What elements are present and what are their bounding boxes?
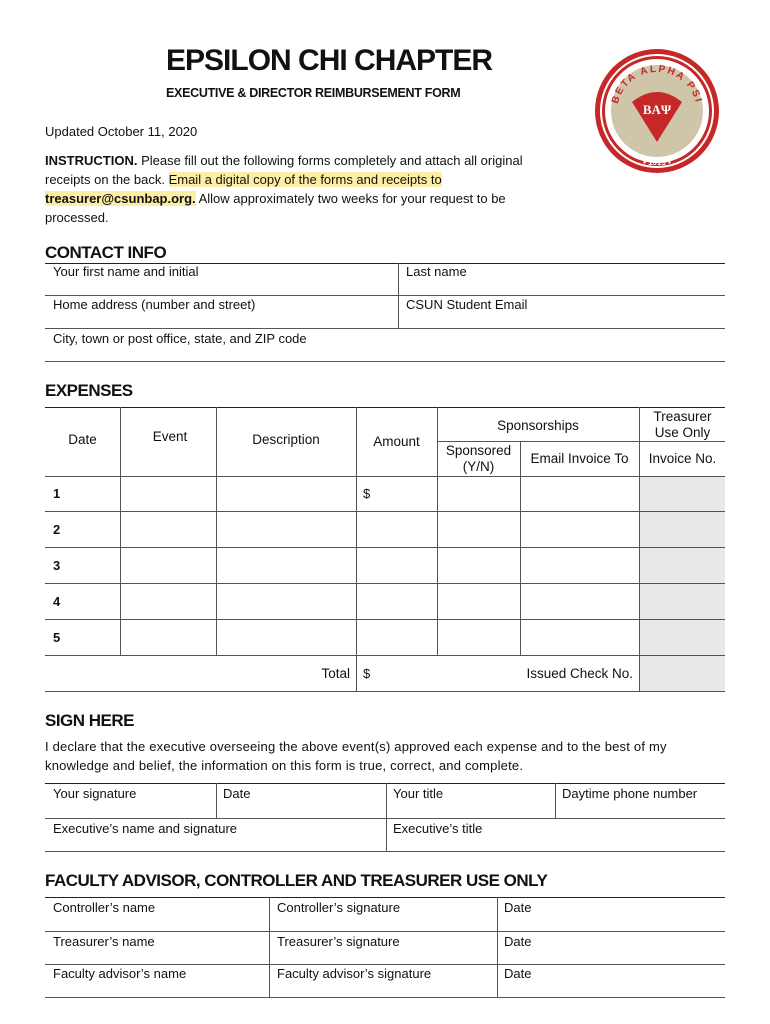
sign-top-line	[45, 783, 725, 784]
col-email-invoice: Email Invoice To	[530, 451, 629, 466]
seal-year: • 1919 •	[643, 158, 671, 167]
issued-check-label: Issued Check No.	[526, 666, 633, 681]
seal-ring-text: BETA ALPHA PSI	[609, 63, 705, 105]
controller-date-field[interactable]: Date	[504, 900, 532, 915]
faculty-col-line	[269, 897, 270, 997]
advisor-name-field[interactable]: Faculty advisor’s name	[53, 966, 187, 981]
sign-heading: SIGN HERE	[45, 711, 135, 730]
expenses-row-line	[45, 583, 725, 584]
treasurer-name-field[interactable]: Treasurer’s name	[53, 934, 155, 949]
expenses-row-line	[45, 547, 725, 548]
advisor-signature-field[interactable]: Faculty advisor’s signature	[277, 966, 432, 981]
sign-row-line	[45, 818, 725, 819]
row-number: 5	[53, 630, 61, 645]
last-name-field[interactable]: Last name	[406, 264, 467, 279]
instruction-highlight: Email a digital copy of the forms and receipts to	[168, 172, 442, 187]
sign-date-field[interactable]: Date	[223, 786, 251, 801]
row-number: 3	[53, 558, 61, 573]
sign-col-line	[216, 783, 217, 818]
col-sponsored: Sponsored (Y/N)	[445, 443, 512, 474]
row-number: 1	[53, 486, 61, 501]
daytime-phone-field[interactable]: Daytime phone number	[562, 786, 698, 801]
controller-name-field[interactable]: Controller’s name	[53, 900, 156, 915]
faculty-heading: FACULTY ADVISOR, CONTROLLER AND TREASURER USE ONLY	[45, 871, 548, 890]
treasurer-date-field[interactable]: Date	[504, 934, 532, 949]
expenses-col-line	[520, 441, 521, 655]
first-name-field[interactable]: Your first name and initial	[53, 264, 199, 279]
executive-title-field[interactable]: Executive’s title	[393, 821, 483, 836]
home-address-field[interactable]: Home address (number and street)	[53, 297, 256, 312]
col-invoice-no: Invoice No.	[648, 451, 717, 466]
instruction-part1: Please fill out the following forms completely and attach all original receipts on the back.	[45, 153, 523, 187]
faculty-bottom-line	[45, 997, 725, 998]
total-label: Total	[321, 666, 350, 681]
expenses-col-line	[356, 407, 357, 691]
row-number: 2	[53, 522, 61, 537]
faculty-top-line	[45, 897, 725, 898]
treasurer-signature-field[interactable]: Treasurer’s signature	[277, 934, 400, 949]
col-amount: Amount	[373, 434, 420, 449]
col-sponsorships: Sponsorships	[497, 418, 579, 433]
row-number: 4	[53, 594, 61, 609]
sign-col-line	[555, 783, 556, 818]
form-title: EPSILON CHI CHAPTER	[166, 44, 493, 77]
total-dollar-sign: $	[363, 666, 371, 681]
expenses-col-line	[120, 407, 121, 655]
faculty-row-line	[45, 964, 725, 965]
expenses-row-line	[45, 511, 725, 512]
expenses-col-line	[639, 407, 640, 691]
seal-monogram: BAΨ	[642, 102, 672, 117]
sponsorship-subheader-line	[437, 441, 725, 442]
col-event: Event	[152, 429, 188, 444]
declaration-text: I declare that the executive overseeing the above event(s) approved each expense and to the best of my knowledge and belief, the information on this form is true, correct, and complete.	[45, 739, 667, 773]
controller-signature-field[interactable]: Controller’s signature	[277, 900, 401, 915]
updated-date: Updated October 11, 2020	[45, 124, 198, 139]
form-subtitle: EXECUTIVE & DIRECTOR REIMBURSEMENT FORM	[166, 86, 461, 100]
treasurer-email-link[interactable]: treasurer@csunbap.org.	[45, 191, 196, 206]
your-signature-field[interactable]: Your signature	[53, 786, 137, 801]
instruction-lead: INSTRUCTION.	[45, 153, 138, 168]
faculty-col-line	[497, 897, 498, 997]
sign-col-line	[386, 783, 387, 851]
col-treasurer-use: Treasurer Use Only	[653, 409, 712, 440]
contact-row-line-3	[45, 361, 725, 362]
expenses-row-line	[45, 619, 725, 620]
beta-alpha-psi-seal	[594, 42, 720, 180]
faculty-row-line	[45, 931, 725, 932]
contact-row-line-1	[45, 295, 725, 296]
advisor-date-field[interactable]: Date	[504, 966, 532, 981]
instruction-text	[45, 151, 565, 227]
col-date: Date	[68, 432, 97, 447]
col-description: Description	[252, 432, 320, 447]
contact-row-line-2	[45, 328, 725, 329]
expenses-bottom-line	[45, 691, 725, 692]
amount-dollar-sign: $	[363, 486, 371, 501]
your-title-field[interactable]: Your title	[393, 786, 444, 801]
sign-bottom-line	[45, 851, 725, 852]
expenses-header-line	[45, 476, 725, 477]
contact-heading: CONTACT INFO	[45, 243, 167, 262]
expenses-divider	[45, 407, 725, 408]
expenses-row-line	[45, 655, 725, 656]
expenses-heading: EXPENSES	[45, 381, 133, 400]
executive-name-signature-field[interactable]: Executive’s name and signature	[53, 821, 238, 836]
instruction-part2: Allow approximately two weeks for your request to be processed.	[45, 191, 506, 225]
student-email-field[interactable]: CSUN Student Email	[406, 297, 528, 312]
city-state-zip-field[interactable]: City, town or post office, state, and ZIP code	[53, 331, 307, 346]
contact-col-divider	[398, 263, 399, 329]
